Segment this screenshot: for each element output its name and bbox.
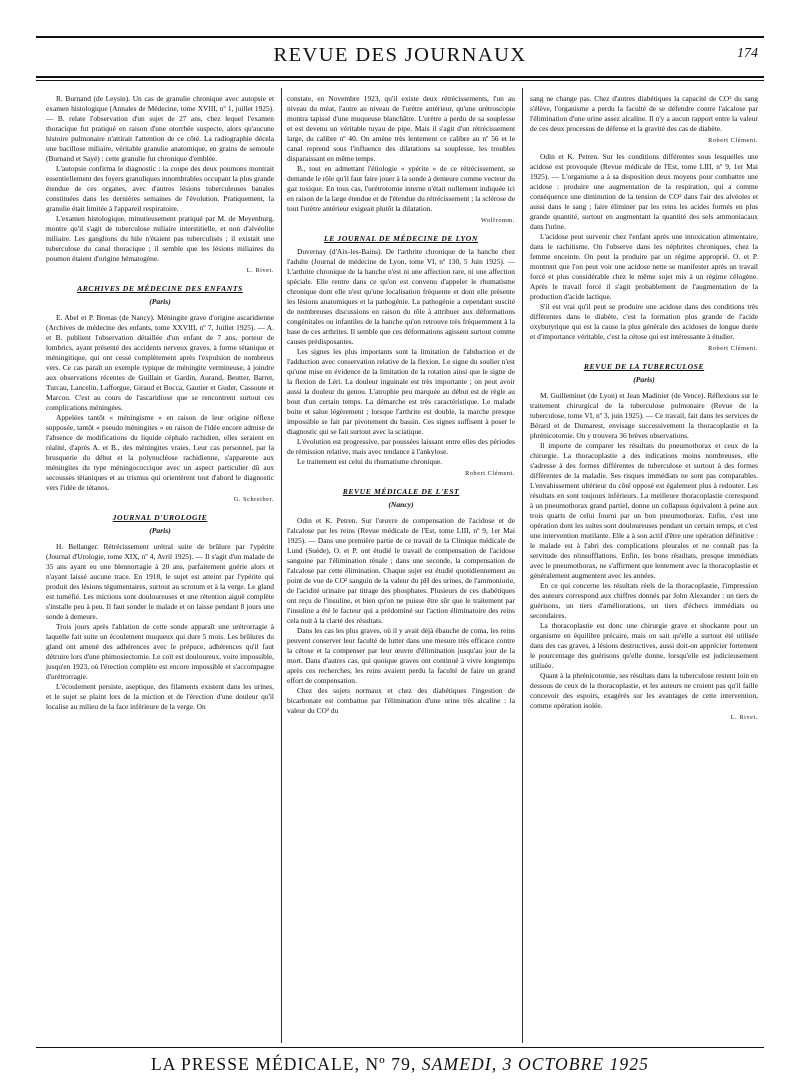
section-heading: ARCHIVES DE MÉDECINE DES ENFANTS	[77, 284, 243, 293]
page-number: 174	[737, 46, 758, 61]
signature: L. Rivet.	[730, 714, 758, 721]
article-odin-petren-2: Odin et K. Petren. Sur les conditions différentes sous lesquelles une acidose est provoquée (Revue médicale de l'Est, tome LIII, nº 9, 1er Mai 1925). — L'organisme a à sa disposition deux moyens pour combattre une acidose : produire une augmentation de la respiration, qui a comme conséquence une diminution de la tension de CO² dans l'air des alvéoles et aussi dans le sang ; faire éliminer par les reins les acides formés en plus grande quantité, surtout en augmentant la quantité des sels ammoniacaux dans l'urine.	[530, 152, 758, 231]
article-duvernay: Duvernay (d'Aix-les-Bains). De l'arthrite chronique de la hanche chez l'adulte (Journal de médecine de Lyon, tome VI, nº 130, 5 Juin 1925). — L'arthrite chronique de la hanche n'est ni une affection rare, ni une affection spéciale. Elle rentre dans ce qu'on est convenu d'appeler le rhumatisme chronique dont elle n'est qu'une localisation fréquente et dont elle présente les lésions anatomiques et la pathogénie. La pathogénie a cependant suscité de nombreuses discussions en raison du rôle à attribuer aux déformations congénitales ou infantiles de la hanche qu'on retrouve très fréquemment à la base de ces arthrites. Il semble que ces déformations agissent surtout comme causes prédisposantes.	[287, 247, 515, 346]
paragraph: sang ne change pas. Chez d'autres diabétiques la capacité de CO² du sang s'élève, l'organisme a perdu la faculté de se défendre contre l'alcalose par l'élimination d'une urine assez alcaline. Il n'y a aucun rapport entre la valeur de ces deux processus de défense et la gravité des cas de diabète.	[530, 94, 758, 133]
paragraph: B., tout en admettant l'étiologie « ypérite » de ce rétrécissement, se demande le rôle qu'il faut faire jouer à la sonde à demeure comme vecteur du gaz toxique. En tous cas, l'urétrotomie interne n'était nullement indiquée ici en raison de la large étendue et de l'étendue du rétrécissement ; la sclérose de tout l'urètre antérieur exigeait plutôt la dilatation.	[287, 164, 515, 213]
paragraph: Dans les cas les plus graves, où il y avait déjà ébauche de coma, les reins peuvent conserver leur faculté de lutter dans une mesure très efficace contre la cétose et la compenser par leur œuvre d'élimination jusqu'au jour de la mort. Dans d'autres cas, qui quoique graves ont continué à vivre longtemps après ces recherches, les reins avaient perdu la faculté de faire un grand effort de compensation.	[287, 626, 515, 685]
paragraph: Quant à la phrénicotomie, ses résultats dans la tuberculose restent loin en dessous de ceux de la thoracoplastie, et les auteurs ne croient pas qu'il faille concevoir des espoirs, exagérés sur les avantages de cette intervention, comme opération isolée.	[530, 671, 758, 710]
column-divider-1	[281, 88, 282, 1043]
section-city: (Nancy)	[388, 500, 414, 509]
paragraph: Il importe de comparer les résultats du pneumothorax et ceux de la chirurgie. La thoracoplastie a des indications moins nombreuses, elle s'adresse à des formes différentes de tuberculose et surtout à des formes différentes de la maladie. Ses risques immédiats ne sont pas comparables. L'envahissement ultérieur du côté opposé est également plus à redouter. Les résultats en sont toujours inférieurs. La meilleure thoracoplastie correspond à un pneumothorax grand partiel, donne un collapsus équivalent à peine aux trois quarts de celui fourni par un bon pneumothorax. Enfin, c'est une opération dont les suites sont douloureuses pendant un certain temps, et c'est une intervention mutilante. Elle a à son actif d'être une opération définitive : le malade est à l'abri des complications pleurales et ne connaît pas la servitude des réinsufflations. Enfin, les bons résultats, presque immédiats avec le pneumothorax, ne s'affirment que lentement avec la thoracoplastie et généralement augmentent avec les années.	[530, 441, 758, 580]
paragraph: Appelées tantôt « méningisme » en raison de leur origine réflexe supposée, tantôt « pseudo méningites » en raison de l'idée encore admise de l'absence de modifications du liquide céphalo rachidien, elles seraient en réalité, d'après A. et B., des méningites vraies. Leur cas personnel, par la brusquerie du début et la polynucléose rachidienne, s'apparente aux méningites du type méningococcique avec un aspect particulier dû aux secousses tétaniques et au trismus qui orientèrent tout d'abord le diagnostic vers l'idée de tétanos.	[46, 413, 274, 492]
column-divider-2	[522, 88, 523, 1043]
paragraph: S'il est vrai qu'il peut se produire une acidose dans des conditions très différentes dans le diabète, c'est la formation plus grande de l'acide oxybutyrique qui est la cause la plus générale des acidoses de longue durée et d'importance véritable, c'est la cétose qui est intéressante à étudier.	[530, 302, 758, 341]
paragraph: Chez des sujets normaux et chez des diabétiques l'ingestion de bicarbonate est combattue par l'élimination d'une urine très alcaline : la valeur du CO² du	[287, 686, 515, 715]
section-heading: REVUE MÉDICALE DE L'EST	[342, 487, 460, 496]
column-1	[46, 94, 274, 712]
article-guilleminet-madinier: M. Guilleminet (de Lyon) et Jean Madinier (de Vence). Réflexions sur le traitement chirurgical de la tuberculose pulmonaire (Revue de la tuberculose, tome VI, nº 3, juin 1925). — Ce travail, fait dans les services de Bérard et de Dumarest, envisage successivement la thoracoplastie et la phrénicotomie. On y trouvera 36 brèves observations.	[530, 391, 758, 440]
column-3	[530, 94, 758, 729]
paragraph: L'écoulement persiste, aseptique, des filaments existent dans les urines, et le sujet se plaint lors de la miction et de l'érection d'une douleur qu'il localise au milieu de la face inférieure de la verge. On	[46, 682, 274, 711]
paragraph: L'autopsie confirma le diagnostic : la coupe des deux poumons montrait essentiellement des foyers granuliques innombrables occupant la plus grande étendue de ces organes, avec d'autres lésions tuberculeuses banales constituées dans les dernières semaines de l'évolution. Pratiquement, la granulie était limitée à l'appareil respiratoire.	[46, 164, 274, 213]
footer-journal: LA PRESSE MÉDICALE, Nº 79,	[151, 1054, 417, 1074]
paragraph: L'acidose peut survenir chez l'enfant après une intoxication alimentaire, dans le rachitisme. On l'observe dans les néphrites chroniques, chez la femme enceinte. On peut la produire par un régime approprié. O. et P. montrent que l'on peut voir une acidose nette se manifester après un travail forcé et plus considérable chez le même sujet mis à un régime célogène. Après le travail forcé il s'agit probablement de l'augmentation de la production d'acide lactique.	[530, 232, 758, 301]
header-rule-thin	[36, 80, 764, 81]
paragraph: L'examen histologique, minutieusement pratiqué par M. de Meyenburg, montre qu'il s'agit de tuberculose miliaire interstitielle, et non d'alvéolite miliaire. Les ganglions du hile n'étaient pas tuberculisés ; il existait une tuberculose du canal thoracique ; il semble que les lésions miliaires du poumon étaient d'origine hématogène.	[46, 214, 274, 263]
article-odin-petren-1: Odin et K. Petren. Sur l'œuvre de compensation de l'acidose et de l'alcalose par les reins (Revue médicale de l'Est, tome LIII, nº 9, 1er Mai 1925). — Dans une première partie de ce travail de la Clinique médicale de Lund (Suède), O. et P. ont étudié le travail de compensation de l'acidose sanguine par l'élimination rénale ; dans une seconde, la compensation de l'alcalose par cette élimination. Chaque sujet est étudié quotidiennement au point de vue de CO² sanguin de la valeur du pH des urines, de l'ammoniurie, de l'acidité urinaire par titrage des phosphates. Plusieurs de ces diabétiques ont reçu de l'insuline, et bien qu'on ne puisse être sûr que le traitement par l'insuline a été le facteur qui a prédominé sur l'action éliminatoire des reins cela nuit à la clarté des résultats.	[287, 516, 515, 625]
section-city: (Paris)	[633, 375, 655, 384]
footer-rule	[36, 1047, 764, 1048]
paragraph: Trois jours après l'ablation de cette sonde apparaît une urétrorragie à laquelle fait suite un écoulement muqueux qui dure 5 mois. Les brûlures du gland ont amené des adhérences avec le prépuce, adhérences qu'il faut détruire lors d'une phimosiectomie. Le coït est douloureux, voire impossible, jusqu'en 1923, où l'érection complète est encore impossible et s'accompagne d'urétrorragie.	[46, 622, 274, 681]
signature: Wolfromm.	[481, 217, 515, 224]
signature: Robert Clément.	[708, 345, 758, 352]
page-title: REVUE DES JOURNAUX	[273, 44, 527, 66]
signature: Robert Clément.	[708, 137, 758, 144]
section-heading: LE JOURNAL DE MÉDECINE DE LYON	[324, 234, 478, 243]
paragraph: En ce qui concerne les résultats réels de la thoracoplastie, l'impression des auteurs correspond aux chiffres donnés par John Alexander : un tiers de guérisons, un tiers d'améliorations, un tiers d'échecs immédiats ou secondaires.	[530, 581, 758, 620]
paragraph: Le traitement est celui du rhumatisme chronique.	[297, 457, 443, 466]
article-bellanger: H. Bellanger. Rétrécissement urétral suite de brûlure par l'ypérite (Journal d'Urologie, tome XIX, nº 4, Avril 1925). — Il s'agit d'un malade de 35 ans ayant eu une blennorragie à 20 ans, parfaitement guérie alors et n'ayant laissé aucune trace. En 1918, le sujet est atteint par l'ypérite qui produit des lésions tégumentaires, surtout au scrotum et à la verge. Le gland est tuméfié. Les mictions sont douloureuses et une rétention aiguë complète s'installe peu à peu. Il faut sonder le malade et on laisse pendant 8 jours une sonde à demeure.	[46, 542, 274, 621]
footer-date: SAMEDI, 3 OCTOBRE 1925	[421, 1054, 649, 1074]
section-city: (Paris)	[149, 297, 171, 306]
column-2	[287, 94, 515, 716]
signature: Robert Clément.	[465, 470, 515, 477]
top-rule-thick	[36, 36, 764, 38]
paragraph: constate, en Novembre 1923, qu'il existe deux rétrécissements, l'un au niveau du méat, l'autre au niveau de l'urètre antérieur, qu'une urétroscopie montra tapissé d'une muqueuse blanchâtre. L'urètre a perdu de sa souplesse et est devenu un véritable tuyau de pipe. Mais il s'agit d'un rétrécissement large, du calibre nº 40. On amène très lentement ce calibre au nº 56 et le canal reprend sous l'influence des dilatations sa souplesse, les troubles disparaissant en même temps.	[287, 94, 515, 163]
signature: L. Rivet.	[246, 267, 274, 274]
header-rule-thick	[36, 76, 764, 78]
section-heading: REVUE DE LA TUBERCULOSE	[583, 362, 705, 371]
section-city: (Paris)	[149, 526, 171, 535]
section-heading: JOURNAL D'UROLOGIE	[112, 513, 208, 522]
paragraph: L'évolution est progressive, par poussées laissant entre elles des périodes de rémission relative, mais avec tendance à l'ankylose.	[287, 437, 515, 456]
article-burnand: R. Burnand (de Leysin). Un cas de granulie chronique avec autopsie et examen histologique (Annales de Médecine, tome XVIII, nº 1, juillet 1925). — B. relate l'observation d'un sujet de 27 ans, chez lequel l'examen thoracique fut pratiqué en raison d'une otorrhée suspecte, alors qu'aucune histoire pulmonaire n'attirait l'attention de ce côté. La radiographie décela une bacillose miliaire, véritable granulie anatomique, en grains de semoule (Burnand et Sayé) : cette granulie fut chronique d'emblée.	[46, 94, 274, 163]
paragraph: Les signes les plus importants sont la limitation de l'abduction et de l'adduction avec conservation relative de la flexion. Le signe du soulier n'est qu'une mise en évidence de la limitation de la rotation ainsi que le signe de la flexion de Léri. La douleur inguinale est très importante ; on peut avoir aussi la douleur du genou. L'atrophie peu marquée au début est de règle au bout d'un certain temps. La démarche est très caractéristique. Le malade boite et salue légèrement ; lorsque l'arthrite est double, la marche presque impossible se fait par pivotement du bassin. Ces signes suffisent à poser le diagnostic qui se fait surtout avec la sciatique.	[287, 347, 515, 436]
page-footer	[0, 1054, 800, 1075]
signature: G. Schreiber.	[233, 496, 274, 503]
paragraph: La thoracoplastie est donc une chirurgie grave et shockante pour un organisme en équilibre précaire, mais on sait qu'elle a surtout été utilisée dans des cas graves, à lésions destructives, aussi doit-on apprécier fortement le pourcentage des guérisons qu'elle donne, lorsqu'elle est judicieusement utilisée.	[530, 621, 758, 670]
article-abel-brenas: E. Abel et P. Brenas (de Nancy). Méningite grave d'origine ascaridienne (Archives de médecine des enfants, tome XXVIII, nº 7, Juillet 1925). — A. et B. publient l'observation détaillée d'un enfant de 7 ans, porteur de lombrics, ayant présenté des accidents nerveux graves, à forme tétanique et méningitique, qui ont cessé complètement après l'expulsion de nombreux vers. Ce cas paraît un exemple typique de méningite vermineuse, à joindre aux observations récentes de Guillain et Gardin, Aurand, Beutter, Barret, Turcau, Lancelin, Lafforgue, Giraud et Bocca, Gautier et Guder, Cassoute et Marcou. C'est au cours de l'ascaridiose que se rencontrent surtout ces complications méningées.	[46, 313, 274, 412]
